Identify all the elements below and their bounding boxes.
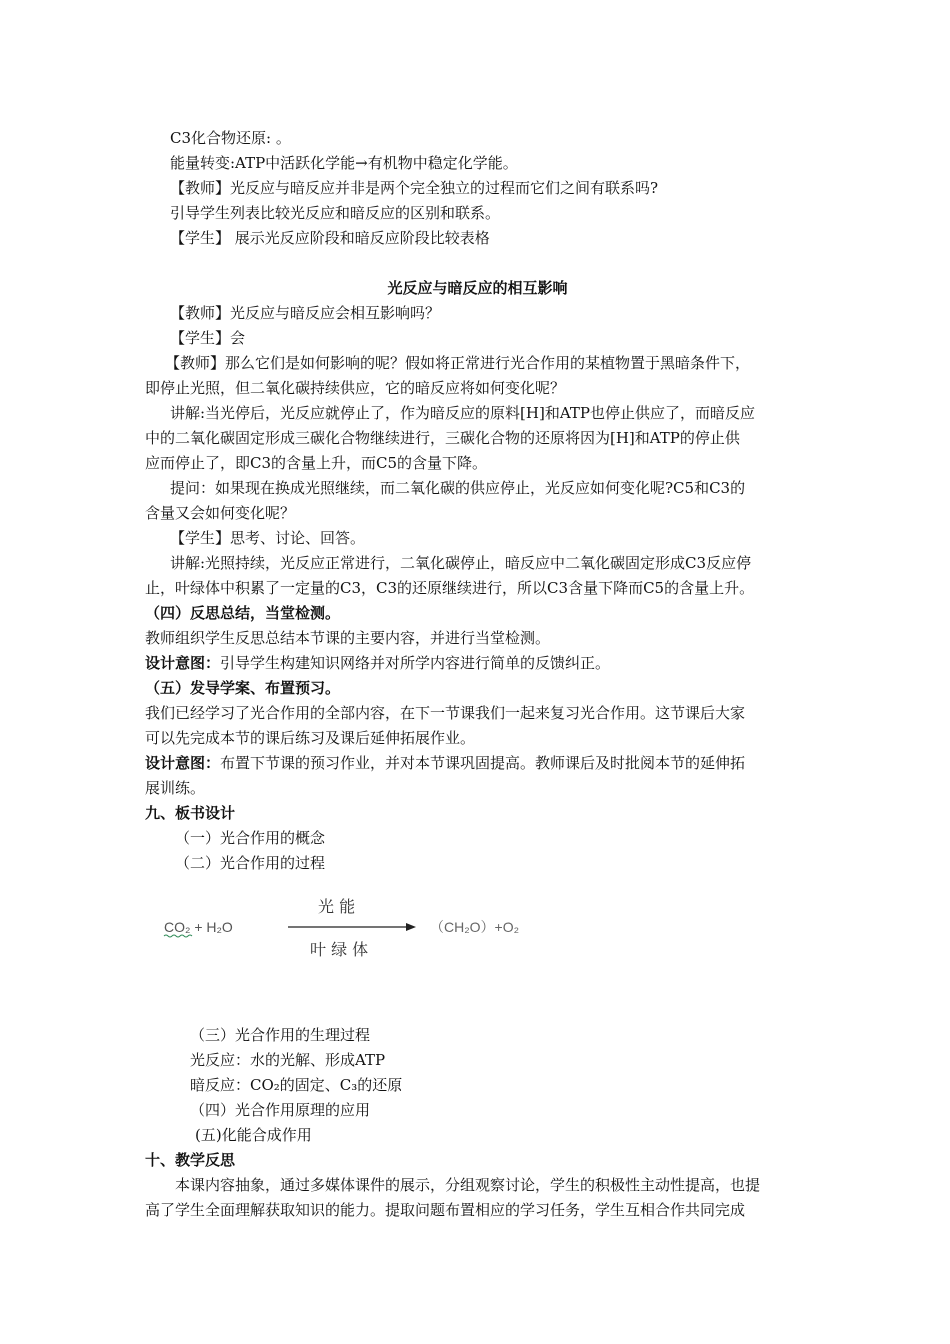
- text-line: 即停止光照，但二氧化碳持续供应，它的暗反应将如何变化呢？: [145, 379, 566, 397]
- text-line: 应而停止了，即C3的含量上升，而C5的含量下降。: [145, 454, 488, 472]
- design-intent-line: [145, 653, 810, 673]
- board-item: （四）光合作用原理的应用: [190, 1101, 371, 1119]
- equation-condition-light: 光 能: [318, 897, 356, 916]
- arrow-head-icon: [406, 923, 416, 931]
- text-line: 能量转变:ATP中活跃化学能→有机物中稳定化学能。: [170, 154, 518, 172]
- section-title: 光反应与暗反应的相互影响: [387, 279, 568, 297]
- text-line: 讲解:光照持续，光反应正常进行，二氧化碳停止，暗反应中二氧化碳固定形成C3反应停: [170, 554, 752, 572]
- board-item: 光反应：水的光解、形成ATP: [190, 1051, 386, 1069]
- text-line: 【教师】那么它们是如何影响的呢？假如将正常进行光合作用的某植物置于黑暗条件下，: [165, 354, 751, 372]
- equation-reactants: CO₂ + H₂O: [164, 919, 233, 935]
- board-item: （二）光合作用的过程: [175, 854, 326, 872]
- text-line: 【学生】思考、讨论、回答。: [170, 529, 366, 547]
- design-intent-text: 引导学生构建知识网络并对所学内容进行简单的反馈纠正。: [220, 654, 611, 672]
- design-intent-label: 设计意图：: [145, 654, 221, 672]
- text-line: 可以先完成本节的课后练习及课后延伸拓展作业。: [145, 729, 476, 747]
- design-intent-line: [145, 753, 810, 773]
- design-intent-label: 设计意图：: [145, 754, 221, 772]
- text-line: 【学生】 展示光反应阶段和暗反应阶段比较表格: [170, 229, 490, 247]
- section-heading: 十、教学反思: [145, 1151, 236, 1169]
- board-item: （一）光合作用的概念: [175, 829, 326, 847]
- text-line: 【教师】光反应与暗反应并非是两个完全独立的过程而它们之间有联系吗?: [170, 179, 659, 197]
- text-line: 中的二氧化碳固定形成三碳化合物继续进行，三碳化合物的还原将因为[H]和ATP的停止供: [145, 429, 740, 447]
- text-line: 【教师】光反应与暗反应会相互影响吗？: [170, 304, 441, 322]
- text-line: 高了学生全面理解获取知识的能力。提取问题布置相应的学习任务，学生互相合作共同完成: [145, 1201, 746, 1219]
- text-line: 展训练。: [145, 779, 206, 797]
- text-line: 讲解:当光停后，光反应就停止了，作为暗反应的原料[H]和ATP也停止供应了，而暗反应: [170, 404, 755, 422]
- text-line: 【学生】会: [170, 329, 246, 347]
- board-item: 暗反应：CO₂的固定、C₃的还原: [190, 1076, 403, 1094]
- section-heading: 九、板书设计: [145, 804, 236, 822]
- text-line: 本课内容抽象，通过多媒体课件的展示，分组观察讨论，学生的积极性主动性提高，也提: [175, 1176, 761, 1194]
- design-intent-text: 布置下节课的预习作业，并对本节课巩固提高。教师课后及时批阅本节的延伸拓: [220, 754, 746, 772]
- spellcheck-underline: [164, 935, 192, 937]
- text-line: 止，叶绿体中积累了一定量的C3，C3的还原继续进行，所以C3含量下降而C5的含量上升。: [145, 579, 755, 597]
- text-line: C3化合物还原: 。: [170, 129, 291, 147]
- board-item: （三）光合作用的生理过程: [190, 1026, 371, 1044]
- text-line: 我们已经学习了光合作用的全部内容，在下一节课我们一起来复习光合作用。这节课后大家: [145, 704, 746, 722]
- board-item: (五)化能合成作用: [195, 1126, 312, 1144]
- section-heading: （五）发导学案、布置预习。: [145, 679, 341, 697]
- equation-condition-chloroplast: 叶 绿 体: [310, 940, 369, 959]
- text-line: 引导学生列表比较光反应和暗反应的区别和联系。: [170, 204, 501, 222]
- photosynthesis-equation: [160, 888, 560, 968]
- text-line: 教师组织学生反思总结本节课的主要内容，并进行当堂检测。: [145, 629, 551, 647]
- section-heading: （四）反思总结，当堂检测。: [145, 604, 341, 622]
- equation-products: （CH₂O）+O₂: [430, 919, 520, 935]
- text-line: 提问：如果现在换成光照继续，而二氧化碳的供应停止，光反应如何变化呢?C5和C3的: [170, 479, 746, 497]
- text-line: 含量又会如何变化呢？: [145, 504, 296, 522]
